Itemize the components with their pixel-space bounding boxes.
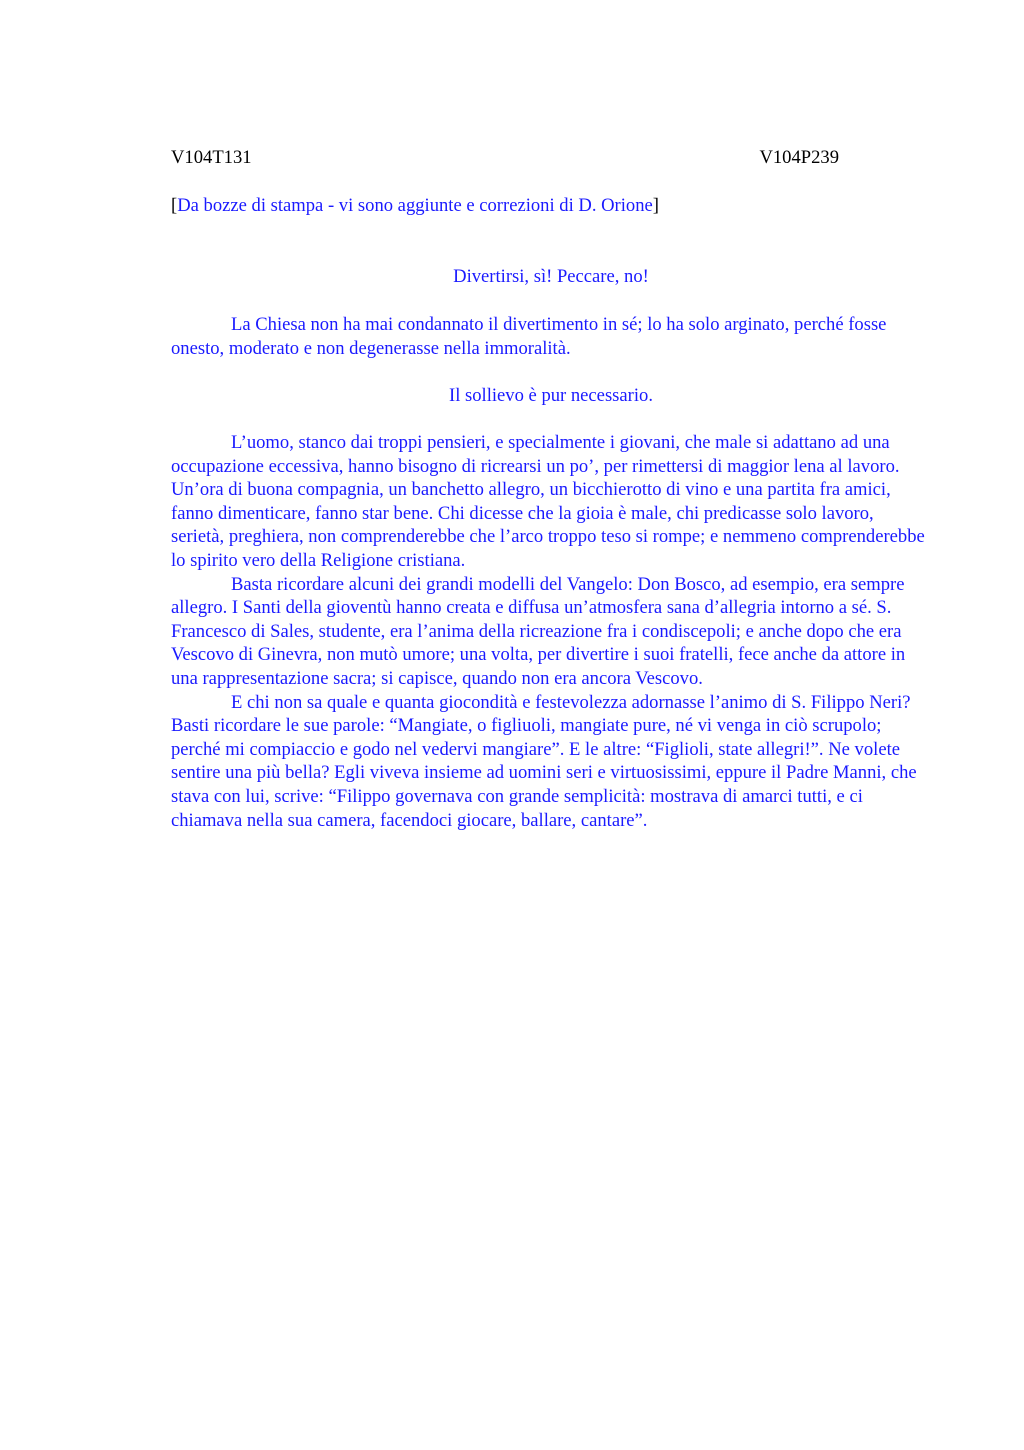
note-close-bracket: ] <box>652 195 659 216</box>
note-text: Da bozze di stampa - vi sono aggiunte e correzioni di D. Orione <box>177 195 653 216</box>
intro-paragraph: La Chiesa non ha mai condannato il divertimento in sé; lo ha solo arginato, perché fosse onesto, moderato e non degenerasse nella immoralità. <box>171 314 887 359</box>
body-text <box>171 431 931 832</box>
document-code-left: V104T131 <box>171 147 252 168</box>
section-subtitle: Il sollievo è pur necessario. <box>449 385 653 406</box>
source-note <box>171 194 659 218</box>
page-header <box>171 146 839 170</box>
title-text: Divertirsi, sì! Peccare, no! <box>453 266 649 287</box>
body-paragraph-1: L’uomo, stanco dai troppi pensieri, e specialmente i giovani, che male si adattano ad una occupazione eccessiva, hanno bisogno di ricrearsi un po’, per rimettersi di maggior lena al lavoro. Un’ora di buona compagnia, un banchetto allegro, un bicchierotto di vino e una partita fra amici, fanno dimenticare, fanno star bene. Chi dicesse che la gioia è male, chi predicasse solo lavoro, serietà, preghiera, non comprenderebbe che l’arco troppo teso si rompe; e nemmeno comprenderebbe lo spirito vero della Religione cristiana. <box>171 432 925 571</box>
body-paragraph-2: Basta ricordare alcuni dei grandi modelli del Vangelo: Don Bosco, ad esempio, era sempre allegro. I Santi della gioventù hanno creata e diffusa un’atmosfera sana d’allegria intorno a sé. S. Francesco di Sales, studente, era l’anima della ricreazione fra i condiscepoli; e anche dopo che era Vescovo di Ginevra, non mutò umore; una volta, per divertire i suoi fratelli, fece anche da attore in una rappresentazione sacra; si capisce, quando non era ancora Vescovo. <box>171 573 906 689</box>
note-open-bracket: [ <box>171 195 178 216</box>
document-page <box>171 0 931 1450</box>
page-title <box>171 265 931 289</box>
body-paragraph-3: E chi non sa quale e quanta giocondità e festevolezza adornasse l’animo di S. Filippo Neri? Basti ricordare le sue parole: “Mangiate, o figliuoli, mangiate pure, né vi venga in ciò scrupolo; perché mi compiaccio e godo nel vedervi mangiare”. E le altre: “Figlioli, state allegri!”. Ne volete sentire una più bella? Egli viveva insieme ad uomini seri e virtuosissimi, eppure il Padre Manni, che stava con lui, scrive: “Filippo governava con grande semplicità: mostrava di amarci tutti, e ci chiamava nella sua camera, facendoci giocare, ballare, cantare”. <box>171 691 917 831</box>
document-code-right: V104P239 <box>759 147 839 168</box>
